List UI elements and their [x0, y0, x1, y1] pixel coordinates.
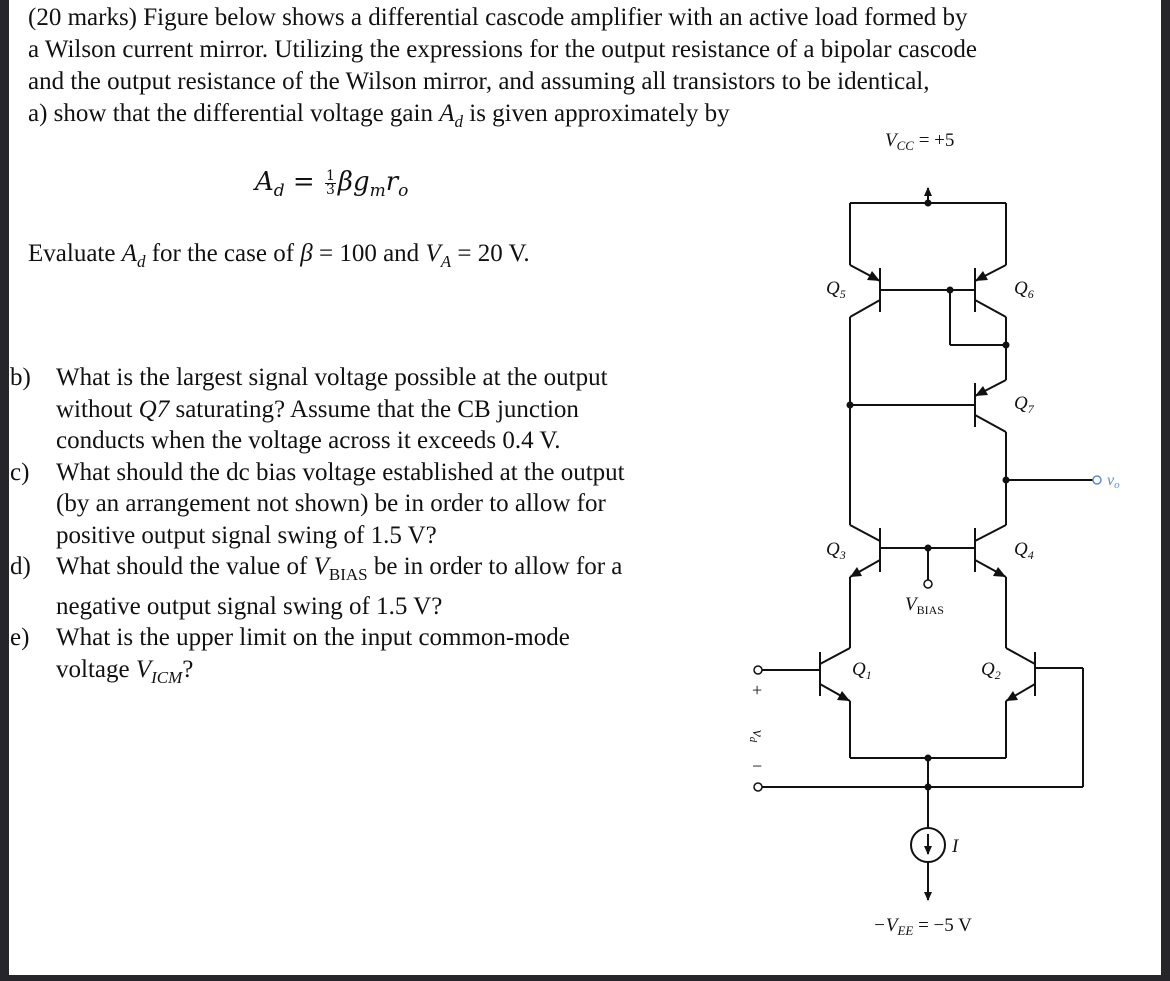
junction-q7-base	[847, 402, 854, 409]
vcc-label: $V_{CC} = +5$	[885, 130, 955, 153]
q2-label: $Q_2$	[981, 659, 1001, 682]
output-terminal	[1093, 476, 1101, 484]
junction-vcc	[925, 200, 932, 207]
statement-line-3: and the output resistance of the Wilson mirror, and assuming all transistors to be identical,	[28, 68, 930, 95]
vee-label: $-V_{EE} = -5$ V	[873, 915, 972, 938]
vbias-label: $V_{BIAS}$	[905, 594, 944, 617]
vd-label: vd	[747, 729, 766, 743]
junction-vbias	[925, 545, 932, 552]
vbias-terminal	[924, 580, 932, 588]
input-plus-sign: +	[752, 680, 763, 700]
q6-collector	[975, 300, 1006, 317]
statement-line-1: (20 marks) Figure below shows a differential cascode amplifier with an active load formed by	[28, 4, 968, 31]
q3-label: $Q_3$	[826, 539, 846, 562]
gain-formula: $A_d$ = $\frac{1}{3}\beta g_mr_o$	[255, 167, 409, 202]
q6-label: $Q_6$	[1014, 278, 1034, 301]
junction-tail	[925, 755, 932, 762]
question-d: d) What should the value of $V_{BIAS}$ be in order to allow for a negative output signal swing of 1.5 V?	[10, 553, 623, 620]
question-c: c) What should the dc bias voltage established at the output (by an arrangement not shown) be in order to allow for positive output signal swing of 1.5 V?	[10, 458, 625, 549]
current-label: I	[952, 836, 959, 857]
question-e: e) What is the upper limit on the input common-mode voltage $V_{ICM}$?	[10, 624, 570, 687]
question-b: b) What is the largest signal voltage possible at the output without Q7 saturating? Assume that the CB junction conducts when the voltage across it exceeds 0.4 V.	[10, 364, 608, 454]
statement-line-4: a) show that the differential voltage gain $A_d$ is given approximately by	[28, 100, 730, 131]
junction-q6-base	[947, 287, 954, 294]
q2-collector	[1006, 648, 1035, 664]
junction-q6-diode	[1003, 342, 1010, 349]
junction-ground	[925, 784, 932, 791]
q4-label: $Q_4$	[1014, 539, 1034, 562]
q1-collector	[820, 648, 850, 664]
input-minus-terminal	[754, 783, 762, 791]
q1-label: $Q_1$	[852, 659, 872, 682]
input-minus-sign: −	[752, 756, 763, 776]
q1-emitter-arrow	[837, 691, 850, 701]
evaluate-line: Evaluate $A_d$ for the case of β = 100 and $V_A = 20$ V.	[28, 240, 530, 271]
q7-collector	[975, 415, 1006, 432]
q5-label: $Q_5$	[826, 278, 846, 301]
junction-output	[1003, 477, 1010, 484]
q3-collector	[850, 525, 880, 541]
statement-line-2: a Wilson current mirror. Utilizing the expressions for the output resistance of a bipolar cascode	[28, 36, 977, 63]
fraction-one-third: $\frac{1}{3}$	[326, 167, 335, 198]
vd-label-group	[747, 730, 766, 743]
q4-collector	[975, 525, 1006, 541]
q7-label: $Q_7$	[1014, 393, 1034, 416]
input-plus-terminal	[754, 666, 762, 674]
q5-collector	[850, 300, 880, 317]
vo-label: vo	[1107, 472, 1120, 491]
